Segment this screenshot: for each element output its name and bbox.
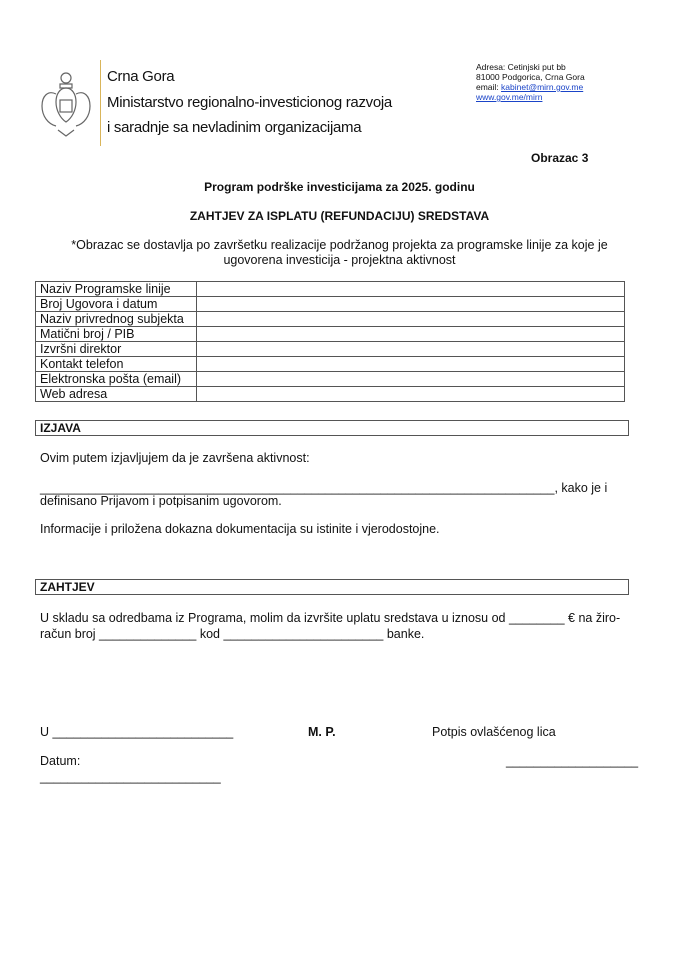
table-row [36, 282, 625, 297]
zahtjev-line2[interactable]: račun broj ______________ kod _______________________ banke. [40, 627, 425, 641]
izjava-line4: Informacije i priložena dokazna dokumentacija su istinite i vjerodostojne. [40, 522, 440, 536]
izjava-line3: definisano Prijavom i potpisanim ugovorom. [40, 494, 282, 508]
coat-of-arms-logo [38, 70, 94, 138]
website-link[interactable]: www.gov.me/mirn [476, 92, 543, 102]
row-label: Kontakt telefon [36, 357, 197, 372]
row-label: Web adresa [36, 387, 197, 402]
izjava-heading: IZJAVA [35, 420, 629, 436]
table-row [36, 387, 625, 402]
ministry-name-line2: i saradnje sa nevladinim organizacijama [107, 119, 362, 136]
row-label: Naziv Programske linije [36, 282, 197, 297]
signature-line[interactable]: ___________________ [506, 754, 639, 768]
row-value-field[interactable] [197, 282, 625, 297]
row-label: Elektronska pošta (email) [36, 372, 197, 387]
row-label: Izvršni direktor [36, 342, 197, 357]
note-line1: *Obrazac se dostavlja po završetku realizacije podržanog projekta za programske linije za koje je [71, 238, 608, 252]
contact-block [476, 62, 585, 102]
email-label: email: [476, 82, 502, 92]
form-number: Obrazac 3 [531, 151, 589, 165]
row-value-field[interactable] [197, 387, 625, 402]
zahtjev-line1[interactable]: U skladu sa odredbama iz Programa, molim da izvršite uplatu sredstava u iznosu od ________ € na žiro- [40, 611, 621, 625]
place-field[interactable]: U __________________________ [40, 725, 234, 739]
row-label: Naziv privrednog subjekta [36, 312, 197, 327]
row-value-field[interactable] [197, 357, 625, 372]
row-value-field[interactable] [197, 372, 625, 387]
program-title: Program podrške investicijama za 2025. godinu [204, 180, 475, 194]
row-value-field[interactable] [197, 342, 625, 357]
table-row [36, 327, 625, 342]
address: Adresa: Cetinjski put bb [476, 62, 566, 72]
form-title: ZAHTJEV ZA ISPLATU (REFUNDACIJU) SREDSTAVA [189, 209, 490, 223]
row-value-field[interactable] [197, 312, 625, 327]
table-row [36, 312, 625, 327]
date-label: Datum: [40, 754, 81, 768]
country-name: Crna Gora [107, 68, 175, 85]
table-row [36, 342, 625, 357]
signature-label: Potpis ovlašćenog lica [432, 725, 556, 739]
row-value-field[interactable] [197, 327, 625, 342]
izjava-line1: Ovim putem izjavljujem da je završena aktivnost: [40, 451, 310, 465]
header-divider [100, 60, 101, 146]
ministry-name-line1: Ministarstvo regionalno-investicionog razvoja [107, 94, 392, 111]
row-label: Broj Ugovora i datum [36, 297, 197, 312]
zahtjev-heading: ZAHTJEV [35, 579, 629, 595]
note-line2: ugovorena investicija - projektna aktivnost [223, 253, 456, 267]
date-line[interactable]: __________________________ [40, 770, 221, 784]
city: 81000 Podgorica, Crna Gora [476, 72, 585, 82]
row-value-field[interactable] [197, 297, 625, 312]
applicant-info-table [35, 281, 625, 402]
table-row [36, 372, 625, 387]
row-label: Matični broj / PIB [36, 327, 197, 342]
table-row [36, 357, 625, 372]
table-row [36, 297, 625, 312]
email-link[interactable]: kabinet@mirn.gov.me [501, 82, 584, 92]
stamp-label: M. P. [308, 725, 336, 739]
izjava-line2[interactable]: __________________________________________________________________________, kako je i [40, 481, 608, 495]
